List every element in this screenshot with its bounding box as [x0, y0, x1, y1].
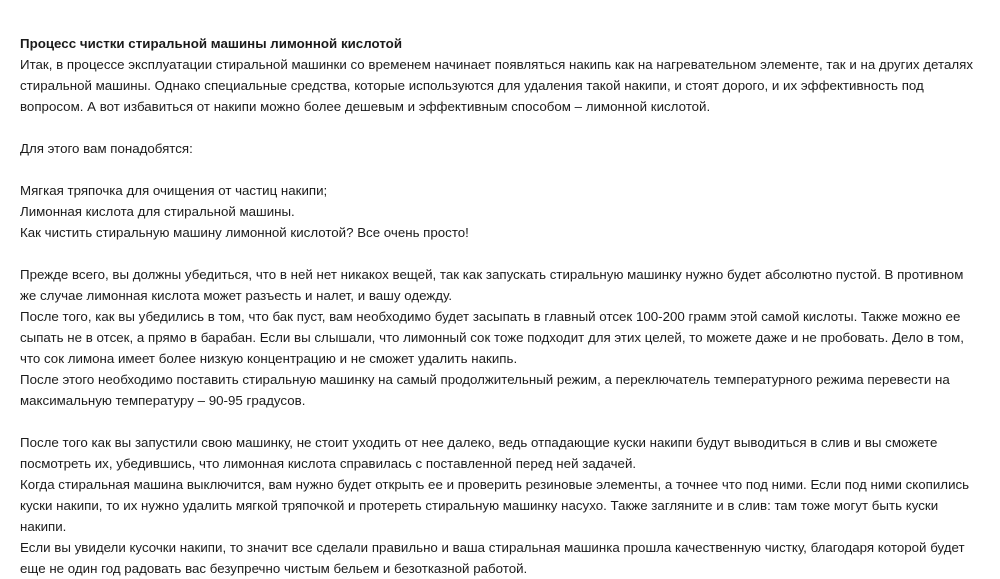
- step-paragraph: После этого необходимо поставить стиральную машинку на самый продолжительный режим, а переключатель температурного режима перевести на максимальную температуру – 90-95 градусов.: [20, 372, 950, 408]
- list-item: Мягкая тряпочка для очищения от частиц накипи;: [20, 183, 328, 198]
- step-paragraph: После того как вы запустили свою машинку, не стоит уходить от нее далеко, ведь отпадающие куски накипи будут выводиться в слив и вы сможете посмотреть их, убедившись, что лимонная кислота справилась с поставленной перед ней задачей.: [20, 435, 938, 471]
- spacer-line-2: [20, 159, 980, 180]
- list-item: Как чистить стиральную машину лимонной кислотой? Все очень просто!: [20, 225, 469, 240]
- spacer-line-4: [20, 411, 980, 432]
- step-paragraph: Если вы увидели кусочки накипи, то значит все сделали правильно и ваша стиральная машинка прошла качественную чистку, благодаря которой будет еще не один год радовать вас безупречно чистым бельем и безотказной работой.: [20, 540, 965, 576]
- needs-heading: Для этого вам понадобятся:: [20, 141, 193, 156]
- page-title: Процесс чистки стиральной машины лимонной кислотой: [20, 36, 403, 51]
- spacer-line-3: [20, 243, 980, 264]
- list-item: Лимонная кислота для стиральной машины.: [20, 204, 295, 219]
- article-body: [20, 33, 980, 579]
- step-paragraph: Прежде всего, вы должны убедиться, что в ней нет никакох вещей, так как запускать стиральную машинку нужно будет абсолютно пустой. В противном же случае лимонная кислота может разъесть и налет, и вашу одежду.: [20, 267, 964, 303]
- intro-paragraph: Итак, в процессе эксплуатации стиральной машинки со временем начинает появляться накипь как на нагревательном элементе, так и на других деталях стиральной машины. Однако специальные средства, которые используются для удаления такой накипи, и стоят дорого, и их эффективность под вопросом. А вот избавиться от накипи можно более дешевым и эффективным способом – лимонной кислотой.: [20, 57, 973, 114]
- step-paragraph: Когда стиральная машина выключится, вам нужно будет открыть ее и проверить резиновые элементы, а точнее что под ними. Если под ними скопились куски накипи, то их нужно удалить мягкой тряпочкой и протереть стиральную машинку насухо. Также загляните и в слив: там тоже могут быть куски накипи.: [20, 477, 970, 534]
- step-paragraph: После того, как вы убедились в том, что бак пуст, вам необходимо будет засыпать в главный отсек 100-200 грамм этой самой кислоты. Также можно ее сыпать не в отсек, а прямо в барабан. Если вы слышали, что лимонный сок тоже подходит для этих целей, то можете даже и не пробовать. Дело в том, что сок лимона имеет более низкую концентрацию и не сможет удалить накипь.: [20, 309, 964, 366]
- spacer-line-1: [20, 117, 980, 138]
